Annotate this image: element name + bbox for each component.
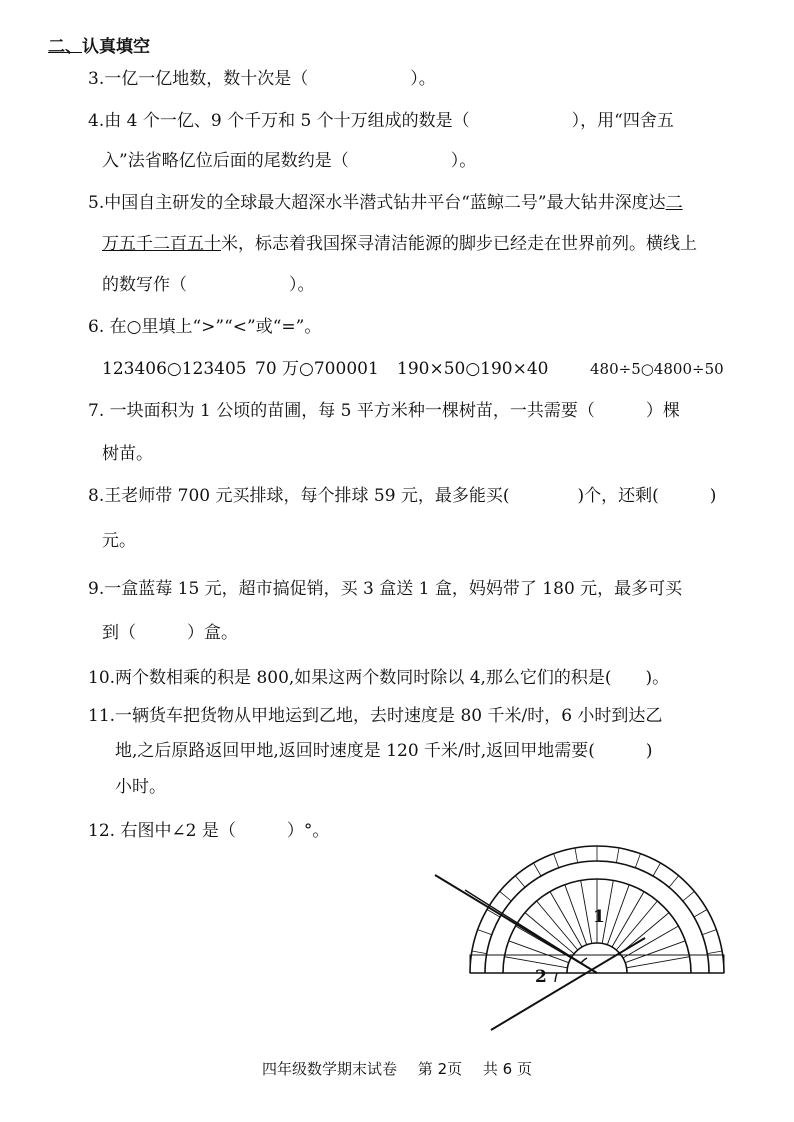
footer-title: 四年级数学期末试卷 — [262, 1060, 398, 1078]
section-title: 二、认真填空 — [48, 37, 150, 57]
underlined-number-start: 二 — [665, 193, 683, 213]
question-7-line2: 树苗。 — [102, 444, 153, 464]
question-11-line2: 地,之后原路返回甲地,返回时速度是 120 千米/时,返回甲地需要( ) — [115, 741, 653, 761]
question-5-text-cont: 米，标志着我国探寻清洁能源的脚步已经走在世界前列。横线上 — [221, 234, 697, 254]
question-6-line1: 6. 在○里填上“>”“<”或“=”。 — [88, 317, 322, 337]
question-8-line2: 元。 — [102, 531, 136, 551]
question-5-line1 — [88, 192, 683, 214]
angle-label-1: 1 — [593, 907, 605, 927]
question-6-item: 70 万○700001 — [255, 359, 379, 379]
question-12: 12. 右图中∠2 是（ ）°。 — [88, 821, 330, 841]
question-6-item: 123406○123405 — [102, 359, 247, 379]
footer-page-number: 第 2页 — [417, 1060, 463, 1078]
question-5-line2 — [102, 233, 697, 255]
protractor-figure — [425, 830, 725, 1040]
angle-label-2: 2 — [535, 967, 547, 987]
underlined-number: 万五千二百五十 — [102, 234, 221, 254]
angle-1-arc — [581, 958, 587, 963]
question-5-line3: 的数写作（ ）。 — [102, 275, 315, 295]
question-6-item: 480÷5○4800÷50 — [590, 360, 724, 378]
question-11-line1: 11.一辆货车把货物从甲地运到乙地，去时速度是 80 千米/时，6 小时到达乙 — [88, 706, 663, 726]
question-9-line2: 到（ ）盒。 — [102, 623, 238, 643]
question-10: 10.两个数相乘的积是 800,如果这两个数同时除以 4,那么它们的积是( )。 — [88, 668, 670, 688]
question-5-text: 5.中国自主研发的全球最大超深水半潜式钻井平台“蓝鲸二号”最大钻井深度达 — [88, 193, 666, 213]
angle-2-arc — [555, 973, 557, 982]
footer-total-pages: 共 6 页 — [482, 1060, 532, 1078]
question-4-line2: 入”法省略亿位后面的尾数约是（ ）。 — [102, 151, 477, 171]
question-9-line1: 9.一盒蓝莓 15 元，超市搞促销，买 3 盒送 1 盒，妈妈带了 180 元，最多可买 — [88, 579, 683, 599]
question-8-line1: 8.王老师带 700 元买排球，每个排球 59 元，最多能买( )个，还剩( ) — [88, 486, 717, 506]
page-footer — [0, 1058, 794, 1079]
question-4-line1: 4.由 4 个一亿、9 个千万和 5 个十万组成的数是（ ），用“四舍五 — [88, 111, 674, 131]
angle-arm-mid — [465, 890, 597, 973]
question-7-line1: 7. 一块面积为 1 公顷的苗圃，每 5 平方米种一棵树苗，一共需要（ ）棵 — [88, 401, 680, 421]
question-6-item: 190×50○190×40 — [397, 359, 549, 379]
question-11-line3: 小时。 — [115, 777, 166, 797]
angle-arm-lower — [491, 938, 645, 1030]
question-3: 3.一亿一亿地数，数十次是（ ）。 — [88, 69, 436, 89]
